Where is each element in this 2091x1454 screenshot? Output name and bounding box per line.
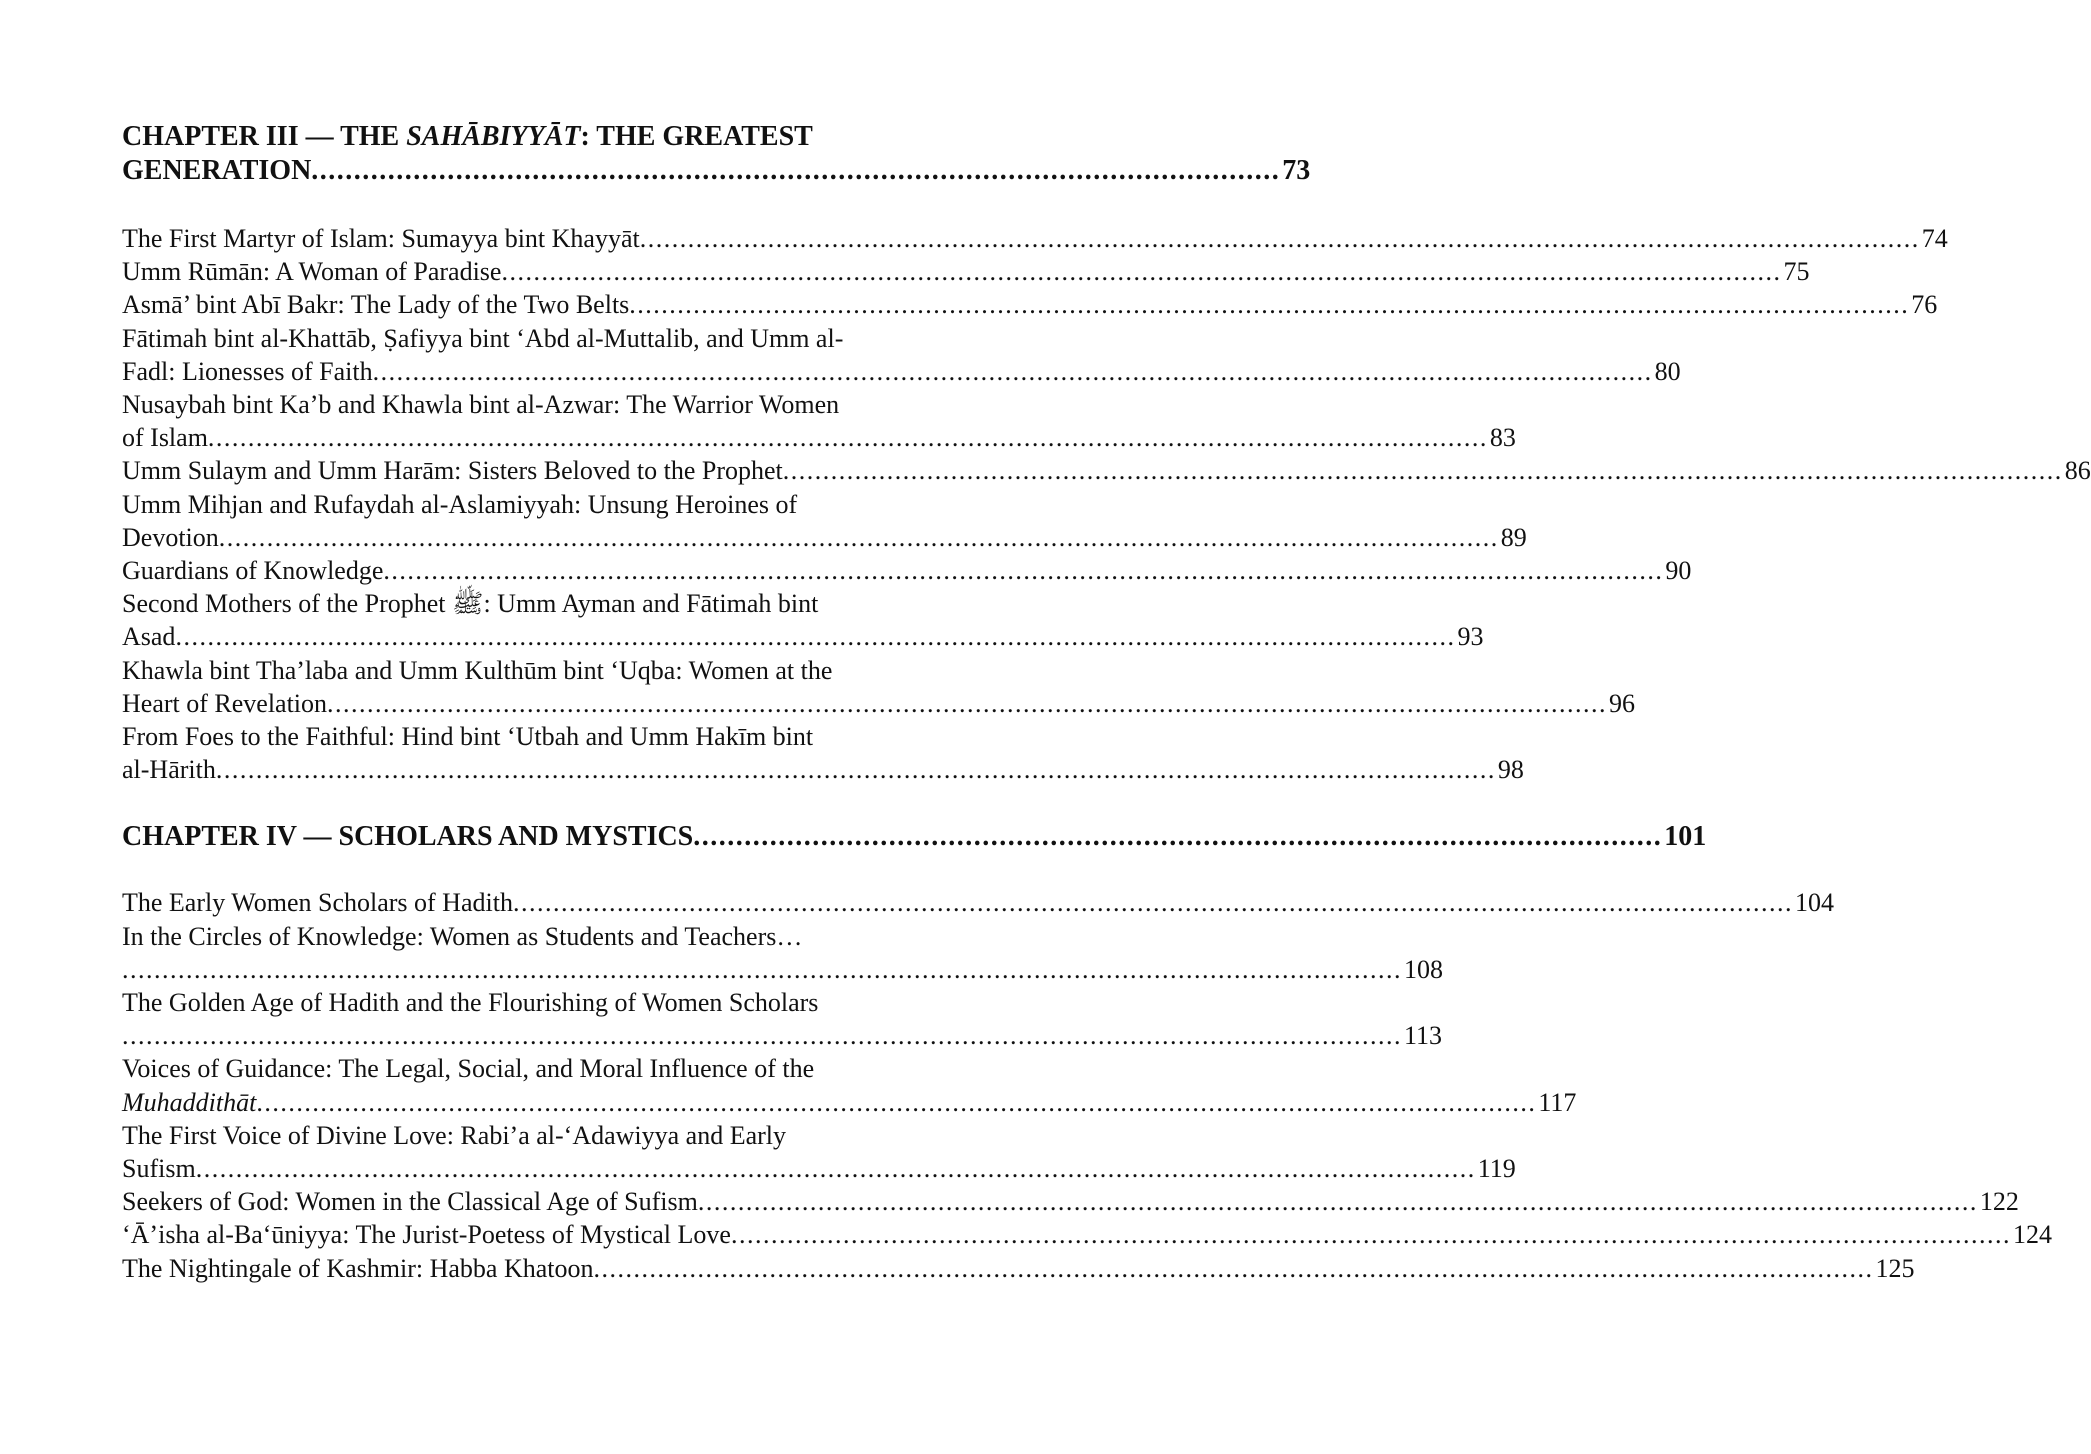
chapter-3-heading[interactable] xyxy=(122,120,1311,188)
dot-leader: ................................................................................................................................................................ xyxy=(730,1220,2011,1250)
toc-entry-title-line: of Islam xyxy=(122,423,208,453)
toc-entry-last-line xyxy=(122,753,1524,786)
toc-entry-title-line: Guardians of Knowledge xyxy=(122,556,384,586)
toc-entry-title-line: The Golden Age of Hadith and the Flourishing of Women Scholars xyxy=(122,988,819,1018)
dot-leader: ................................................................................................................................................................ xyxy=(782,456,2063,486)
toc-entry[interactable] xyxy=(122,322,1681,388)
toc-entry[interactable] xyxy=(122,1052,1577,1118)
toc-entry-last-line xyxy=(122,421,1516,454)
toc-entry[interactable] xyxy=(122,986,1443,1052)
chapter-4-entry-list xyxy=(122,886,2052,1284)
dot-leader: .................................................................................................................. xyxy=(693,821,1663,853)
toc-entry[interactable] xyxy=(122,288,1938,321)
toc-entry-page-number: 75 xyxy=(1783,257,1810,287)
chapter-3-heading-title: GENERATION xyxy=(122,155,312,186)
toc-entry-title-line: Fātimah bint al-Khattāb, Ṣafiyya bint ‘Abd al-Muttalib, and Umm al- xyxy=(122,323,844,353)
toc-entry-page-number: 119 xyxy=(1477,1154,1516,1184)
toc-entry-page-number: 89 xyxy=(1500,522,1527,552)
toc-entry[interactable] xyxy=(122,1218,2052,1251)
toc-entry-title-line: Fadl: Lionesses of Faith xyxy=(122,356,373,386)
toc-entry-title-line: Khawla bint Tha’laba and Umm Kulthūm bint ‘Uqba: Women at the xyxy=(122,655,833,685)
toc-entry[interactable] xyxy=(122,1119,1516,1185)
toc-entry-page-number: 124 xyxy=(2012,1220,2052,1250)
toc-entry-last-line xyxy=(122,687,1636,720)
toc-entry-last-line xyxy=(122,1019,1443,1052)
dot-leader: ................................................................................................................................................................ xyxy=(195,1154,1476,1184)
chapter-4-heading[interactable] xyxy=(122,820,1707,854)
toc-entry-title-line: Umm Rūmān: A Woman of Paradise xyxy=(122,257,502,287)
dot-leader: ................................................................................................................................................................ xyxy=(593,1253,1874,1283)
toc-entry-title-line: Muhaddithāt xyxy=(122,1087,257,1117)
chapter-4-heading-title: CHAPTER IV — SCHOLARS AND MYSTICS xyxy=(122,821,694,853)
toc-entry-title-line: Second Mothers of the Prophet ﷺ: Umm Ayman and Fātimah bint xyxy=(122,589,819,619)
toc-entry-page-number: 83 xyxy=(1489,423,1516,453)
toc-entry-last-line xyxy=(122,255,1810,288)
chapter-3-heading-suffix: : THE GREATEST xyxy=(580,121,813,152)
toc-entry[interactable] xyxy=(122,454,2091,487)
toc-entry-page-number: 108 xyxy=(1404,954,1443,984)
dot-leader: ................................................................................................................................................................ xyxy=(218,522,1499,552)
toc-entry-title-line: Asmā’ bint Abī Bakr: The Lady of the Two Belts xyxy=(122,290,630,320)
toc-entry-page-number: 104 xyxy=(1794,888,1834,918)
toc-entry[interactable] xyxy=(122,554,1692,587)
toc-entry-last-line xyxy=(122,620,1484,653)
dot-leader: ................................................................................................................................................................ xyxy=(122,954,1402,984)
toc-entry[interactable] xyxy=(122,1252,1915,1285)
toc-entry[interactable] xyxy=(122,488,1527,554)
toc-entry-title-line: The First Martyr of Islam: Sumayya bint Khayyāt xyxy=(122,224,640,253)
toc-entry-last-line xyxy=(122,222,1948,255)
toc-entry-title-line: Asad xyxy=(122,622,176,652)
toc-entry-last-line xyxy=(122,1086,1577,1119)
dot-leader: ................................................................................................................................................................ xyxy=(372,356,1653,386)
toc-entry-last-line xyxy=(122,1185,2019,1218)
toc-entry-last-line xyxy=(122,454,2091,487)
toc-entry[interactable] xyxy=(122,1185,2019,1218)
toc-entry-title-line: Devotion xyxy=(122,522,219,552)
chapter-3-heading-line1 xyxy=(122,120,904,154)
toc-entry-page-number: 122 xyxy=(1979,1187,2019,1217)
toc-entry-title-line: ‘Ā’isha al-Ba‘ūniyya: The Jurist-Poetess of Mystical Love xyxy=(122,1220,731,1250)
toc-entry-last-line xyxy=(122,554,1692,587)
toc-entry-title-line: The Early Women Scholars of Hadith xyxy=(122,888,513,918)
toc-entry[interactable] xyxy=(122,222,1948,255)
toc-entry-title-line: From Foes to the Faithful: Hind bint ‘Utbah and Umm Hakīm bint xyxy=(122,722,814,752)
dot-leader: ................................................................................................................................................................ xyxy=(122,1021,1402,1051)
toc-entry[interactable] xyxy=(122,587,1484,653)
toc-entry-page-number: 86 xyxy=(2064,456,2091,486)
dot-leader: ................................................................................................................................................................ xyxy=(629,290,1910,320)
toc-entry-title-line: Heart of Revelation xyxy=(122,688,328,718)
toc-entry-page-number: 125 xyxy=(1875,1253,1915,1283)
chapter-3-heading-italic: SAHĀBIYYĀT xyxy=(406,121,581,152)
dot-leader: ................................................................................................................................................................ xyxy=(256,1087,1537,1117)
dot-leader: ................................................................................................................................................................ xyxy=(175,622,1456,652)
chapter-3-heading-line2 xyxy=(122,154,1311,188)
toc-entry-title-line: Voices of Guidance: The Legal, Social, and Moral Influence of the xyxy=(122,1054,815,1084)
toc-entry[interactable] xyxy=(122,720,1524,786)
dot-leader: ................................................................................................................................................................ xyxy=(215,755,1496,785)
toc-entry-page-number: 90 xyxy=(1665,556,1692,586)
toc-entry-page-number: 80 xyxy=(1654,356,1681,386)
toc-entry-last-line xyxy=(122,521,1527,554)
toc-entry[interactable] xyxy=(122,388,1516,454)
toc-entry-page-number: 93 xyxy=(1457,622,1484,652)
toc-entry[interactable] xyxy=(122,920,1443,986)
toc-entry[interactable] xyxy=(122,886,1834,919)
chapter-3-entry-list xyxy=(122,222,2091,786)
toc-entry-page-number: 96 xyxy=(1609,688,1636,718)
dot-leader: ................................................................................................................................................................ xyxy=(501,257,1782,287)
toc-entry-title-line: al-Hārith xyxy=(122,755,216,785)
dot-leader: ................................................................................................................................................................ xyxy=(327,688,1608,718)
dot-leader: ................................................................................................................................................................ xyxy=(512,888,1793,918)
toc-entry-title-line: Sufism xyxy=(122,1154,196,1184)
toc-entry-page-number: 76 xyxy=(1911,290,1938,320)
toc-entry-title-line: Nusaybah bint Ka’b and Khawla bint al-Azwar: The Warrior Women xyxy=(122,390,840,420)
toc-entry-page-number: 117 xyxy=(1538,1087,1577,1117)
toc-entry-title-line: The Nightingale of Kashmir: Habba Khatoon xyxy=(122,1253,594,1283)
toc-entry-last-line xyxy=(122,1218,2052,1251)
toc-entry-page-number: 98 xyxy=(1497,755,1524,785)
toc-entry-title-line: Umm Mihjan and Rufaydah al-Aslamiyyah: Unsung Heroines of xyxy=(122,489,798,519)
toc-entry-last-line xyxy=(122,886,1834,919)
toc-entry-page-number: 113 xyxy=(1404,1021,1443,1051)
toc-entry-page-number: 74 xyxy=(1921,224,1948,253)
table-of-contents-page xyxy=(122,120,2091,1285)
dot-leader: ................................................................................................................................................................ xyxy=(639,224,1920,253)
toc-entry-last-line xyxy=(122,1152,1516,1185)
toc-entry[interactable] xyxy=(122,654,1636,720)
toc-entry-title-line: The First Voice of Divine Love: Rabi’a al-‘Adawiyya and Early xyxy=(122,1120,787,1150)
chapter-3-page-number: 73 xyxy=(1282,155,1311,186)
toc-entry-title-line: Umm Sulaym and Umm Harām: Sisters Beloved to the Prophet xyxy=(122,456,783,486)
dot-leader: ................................................................................................................................................................ xyxy=(383,556,1664,586)
toc-entry[interactable] xyxy=(122,255,1810,288)
chapter-4-heading-line xyxy=(122,820,1707,854)
toc-entry-title-line: Seekers of God: Women in the Classical Age of Sufism xyxy=(122,1187,698,1217)
toc-entry-title-line: In the Circles of Knowledge: Women as Students and Teachers… xyxy=(122,921,803,951)
chapter-3-heading-prefix: CHAPTER III — THE xyxy=(122,121,407,152)
dot-leader: .................................................................................................................. xyxy=(311,155,1281,186)
dot-leader: ................................................................................................................................................................ xyxy=(697,1187,1978,1217)
chapter-4-page-number: 101 xyxy=(1664,821,1707,853)
dot-leader: ................................................................................................................................................................ xyxy=(207,423,1488,453)
toc-entry-last-line xyxy=(122,355,1681,388)
toc-entry-last-line xyxy=(122,288,1938,321)
toc-entry-last-line xyxy=(122,1252,1915,1285)
toc-entry-last-line xyxy=(122,953,1443,986)
